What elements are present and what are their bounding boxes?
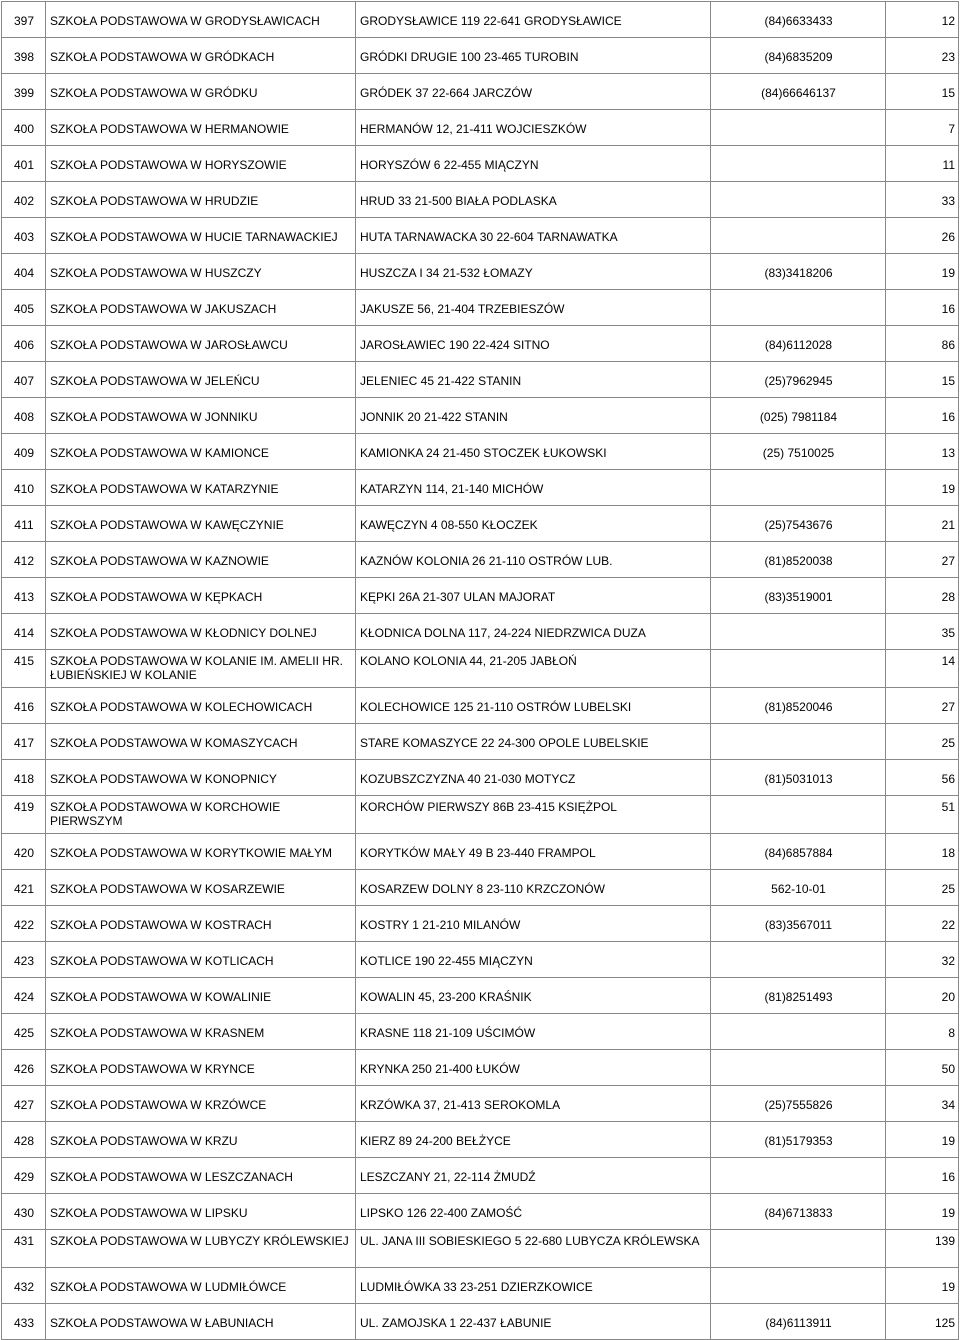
school-phone bbox=[711, 290, 886, 326]
table-row bbox=[2, 1050, 959, 1086]
table-row bbox=[2, 1086, 959, 1122]
table-row bbox=[2, 290, 959, 326]
row-number: 397 bbox=[2, 2, 46, 38]
school-name: SZKOŁA PODSTAWOWA W KOSTRACH bbox=[46, 906, 356, 942]
school-count: 50 bbox=[886, 1050, 959, 1086]
school-address: HUTA TARNAWACKA 30 22-604 TARNAWATKA bbox=[356, 218, 711, 254]
school-name: SZKOŁA PODSTAWOWA W KOMASZYCACH bbox=[46, 724, 356, 760]
school-phone: (83)3519001 bbox=[711, 578, 886, 614]
school-address: KAZNÓW KOLONIA 26 21-110 OSTRÓW LUB. bbox=[356, 542, 711, 578]
school-phone: (83)3418206 bbox=[711, 254, 886, 290]
school-phone bbox=[711, 1158, 886, 1194]
table-row bbox=[2, 942, 959, 978]
school-name: SZKOŁA PODSTAWOWA W KŁODNICY DOLNEJ bbox=[46, 614, 356, 650]
school-phone: (84)66646137 bbox=[711, 74, 886, 110]
school-address: JELENIEC 45 21-422 STANIN bbox=[356, 362, 711, 398]
school-name: SZKOŁA PODSTAWOWA W KOLECHOWICACH bbox=[46, 688, 356, 724]
row-number: 406 bbox=[2, 326, 46, 362]
school-address: KOSTRY 1 21-210 MILANÓW bbox=[356, 906, 711, 942]
school-phone bbox=[711, 218, 886, 254]
school-phone: (84)6713833 bbox=[711, 1194, 886, 1230]
school-name: SZKOŁA PODSTAWOWA W HUCIE TARNAWACKIEJ bbox=[46, 218, 356, 254]
row-number: 431 bbox=[2, 1230, 46, 1268]
table-row bbox=[2, 326, 959, 362]
school-name: SZKOŁA PODSTAWOWA W HUSZCZY bbox=[46, 254, 356, 290]
school-phone: (81)8520046 bbox=[711, 688, 886, 724]
school-address: KOZUBSZCZYZNA 40 21-030 MOTYCZ bbox=[356, 760, 711, 796]
school-phone: (25)7555826 bbox=[711, 1086, 886, 1122]
row-number: 416 bbox=[2, 688, 46, 724]
school-phone bbox=[711, 1230, 886, 1268]
school-count: 23 bbox=[886, 38, 959, 74]
row-number: 415 bbox=[2, 650, 46, 688]
school-count: 51 bbox=[886, 796, 959, 834]
school-address: KOLANO KOLONIA 44, 21-205 JABŁOŃ bbox=[356, 650, 711, 688]
school-name: SZKOŁA PODSTAWOWA W LUBYCZY KRÓLEWSKIEJ bbox=[46, 1230, 356, 1268]
school-address: GRÓDKI DRUGIE 100 23-465 TUROBIN bbox=[356, 38, 711, 74]
row-number: 419 bbox=[2, 796, 46, 834]
school-count: 33 bbox=[886, 182, 959, 218]
school-address: KRASNE 118 21-109 UŚCIMÓW bbox=[356, 1014, 711, 1050]
table-row bbox=[2, 362, 959, 398]
school-phone bbox=[711, 796, 886, 834]
school-address: HUSZCZA I 34 21-532 ŁOMAZY bbox=[356, 254, 711, 290]
school-address: KOSARZEW DOLNY 8 23-110 KRZCZONÓW bbox=[356, 870, 711, 906]
school-count: 18 bbox=[886, 834, 959, 870]
school-name: SZKOŁA PODSTAWOWA W KORCHOWIE PIERWSZYM bbox=[46, 796, 356, 834]
row-number: 400 bbox=[2, 110, 46, 146]
school-address: LUDMIŁÓWKA 33 23-251 DZIERZKOWICE bbox=[356, 1268, 711, 1304]
school-count: 16 bbox=[886, 1158, 959, 1194]
school-count: 28 bbox=[886, 578, 959, 614]
row-number: 420 bbox=[2, 834, 46, 870]
school-phone: (25)7962945 bbox=[711, 362, 886, 398]
school-count: 139 bbox=[886, 1230, 959, 1268]
school-phone bbox=[711, 724, 886, 760]
school-phone: (84)6857884 bbox=[711, 834, 886, 870]
school-name: SZKOŁA PODSTAWOWA W KORYTKOWIE MAŁYM bbox=[46, 834, 356, 870]
row-number: 404 bbox=[2, 254, 46, 290]
school-count: 8 bbox=[886, 1014, 959, 1050]
school-name: SZKOŁA PODSTAWOWA W KRZÓWCE bbox=[46, 1086, 356, 1122]
school-name: SZKOŁA PODSTAWOWA W JAROSŁAWCU bbox=[46, 326, 356, 362]
school-address: KORYTKÓW MAŁY 49 B 23-440 FRAMPOL bbox=[356, 834, 711, 870]
school-count: 22 bbox=[886, 906, 959, 942]
row-number: 410 bbox=[2, 470, 46, 506]
school-count: 14 bbox=[886, 650, 959, 688]
school-address: KOWALIN 45, 23-200 KRAŚNIK bbox=[356, 978, 711, 1014]
row-number: 422 bbox=[2, 906, 46, 942]
school-count: 11 bbox=[886, 146, 959, 182]
school-name: SZKOŁA PODSTAWOWA W KOLANIE IM. AMELII HR. ŁUBIEŃSKIEJ W KOLANIE bbox=[46, 650, 356, 688]
row-number: 411 bbox=[2, 506, 46, 542]
school-count: 16 bbox=[886, 398, 959, 434]
school-phone: 562-10-01 bbox=[711, 870, 886, 906]
school-name: SZKOŁA PODSTAWOWA W LIPSKU bbox=[46, 1194, 356, 1230]
school-phone bbox=[711, 650, 886, 688]
table-row bbox=[2, 614, 959, 650]
school-count: 12 bbox=[886, 2, 959, 38]
row-number: 403 bbox=[2, 218, 46, 254]
school-address: UL. ZAMOJSKA 1 22-437 ŁABUNIE bbox=[356, 1304, 711, 1340]
school-phone bbox=[711, 942, 886, 978]
school-count: 19 bbox=[886, 254, 959, 290]
school-count: 15 bbox=[886, 74, 959, 110]
school-count: 19 bbox=[886, 1194, 959, 1230]
school-phone: (81)8251493 bbox=[711, 978, 886, 1014]
school-name: SZKOŁA PODSTAWOWA W KOSARZEWIE bbox=[46, 870, 356, 906]
school-name: SZKOŁA PODSTAWOWA W KAWĘCZYNIE bbox=[46, 506, 356, 542]
row-number: 412 bbox=[2, 542, 46, 578]
row-number: 425 bbox=[2, 1014, 46, 1050]
school-phone bbox=[711, 614, 886, 650]
row-number: 409 bbox=[2, 434, 46, 470]
school-phone: (84)6633433 bbox=[711, 2, 886, 38]
school-count: 15 bbox=[886, 362, 959, 398]
row-number: 428 bbox=[2, 1122, 46, 1158]
row-number: 426 bbox=[2, 1050, 46, 1086]
school-address: JONNIK 20 21-422 STANIN bbox=[356, 398, 711, 434]
table-row bbox=[2, 724, 959, 760]
school-address: KRZÓWKA 37, 21-413 SEROKOMLA bbox=[356, 1086, 711, 1122]
school-address: KOLECHOWICE 125 21-110 OSTRÓW LUBELSKI bbox=[356, 688, 711, 724]
school-count: 27 bbox=[886, 688, 959, 724]
school-count: 56 bbox=[886, 760, 959, 796]
school-count: 125 bbox=[886, 1304, 959, 1340]
table-row bbox=[2, 398, 959, 434]
school-address: HORYSZÓW 6 22-455 MIĄCZYN bbox=[356, 146, 711, 182]
row-number: 427 bbox=[2, 1086, 46, 1122]
school-count: 86 bbox=[886, 326, 959, 362]
table-row bbox=[2, 182, 959, 218]
school-phone bbox=[711, 182, 886, 218]
table-row bbox=[2, 218, 959, 254]
table-row bbox=[2, 1194, 959, 1230]
school-name: SZKOŁA PODSTAWOWA W JELEŃCU bbox=[46, 362, 356, 398]
school-phone bbox=[711, 1050, 886, 1086]
table-row bbox=[2, 2, 959, 38]
school-count: 19 bbox=[886, 1268, 959, 1304]
school-phone: (84)6835209 bbox=[711, 38, 886, 74]
school-address: KOTLICE 190 22-455 MIĄCZYN bbox=[356, 942, 711, 978]
school-count: 19 bbox=[886, 470, 959, 506]
table-row bbox=[2, 906, 959, 942]
school-address: GRODYSŁAWICE 119 22-641 GRODYSŁAWICE bbox=[356, 2, 711, 38]
table-row bbox=[2, 146, 959, 182]
row-number: 432 bbox=[2, 1268, 46, 1304]
row-number: 401 bbox=[2, 146, 46, 182]
school-address: JAKUSZE 56, 21-404 TRZEBIESZÓW bbox=[356, 290, 711, 326]
school-name: SZKOŁA PODSTAWOWA W HRUDZIE bbox=[46, 182, 356, 218]
row-number: 408 bbox=[2, 398, 46, 434]
school-phone: (25) 7510025 bbox=[711, 434, 886, 470]
table-row bbox=[2, 688, 959, 724]
school-phone: (84)6112028 bbox=[711, 326, 886, 362]
school-name: SZKOŁA PODSTAWOWA W LUDMIŁÓWCE bbox=[46, 1268, 356, 1304]
school-phone: (83)3567011 bbox=[711, 906, 886, 942]
school-name: SZKOŁA PODSTAWOWA W GRÓDKU bbox=[46, 74, 356, 110]
schools-table bbox=[1, 1, 959, 1340]
row-number: 417 bbox=[2, 724, 46, 760]
school-address: KORCHÓW PIERWSZY 86B 23-415 KSIĘŻPOL bbox=[356, 796, 711, 834]
school-address: KATARZYN 114, 21-140 MICHÓW bbox=[356, 470, 711, 506]
row-number: 433 bbox=[2, 1304, 46, 1340]
school-phone: (81)5031013 bbox=[711, 760, 886, 796]
school-name: SZKOŁA PODSTAWOWA W HORYSZOWIE bbox=[46, 146, 356, 182]
school-name: SZKOŁA PODSTAWOWA W ŁABUNIACH bbox=[46, 1304, 356, 1340]
row-number: 413 bbox=[2, 578, 46, 614]
school-phone: (84)6113911 bbox=[711, 1304, 886, 1340]
school-name: SZKOŁA PODSTAWOWA W KRASNEM bbox=[46, 1014, 356, 1050]
row-number: 418 bbox=[2, 760, 46, 796]
row-number: 430 bbox=[2, 1194, 46, 1230]
school-phone bbox=[711, 146, 886, 182]
school-count: 16 bbox=[886, 290, 959, 326]
school-phone bbox=[711, 470, 886, 506]
table-row bbox=[2, 578, 959, 614]
table-row bbox=[2, 1268, 959, 1304]
school-name: SZKOŁA PODSTAWOWA W KAMIONCE bbox=[46, 434, 356, 470]
school-name: SZKOŁA PODSTAWOWA W JAKUSZACH bbox=[46, 290, 356, 326]
school-count: 21 bbox=[886, 506, 959, 542]
school-name: SZKOŁA PODSTAWOWA W KRZU bbox=[46, 1122, 356, 1158]
school-name: SZKOŁA PODSTAWOWA W KOWALINIE bbox=[46, 978, 356, 1014]
row-number: 414 bbox=[2, 614, 46, 650]
table-row bbox=[2, 1122, 959, 1158]
school-phone: (81)5179353 bbox=[711, 1122, 886, 1158]
school-address: KIERZ 89 24-200 BEŁŻYCE bbox=[356, 1122, 711, 1158]
school-name: SZKOŁA PODSTAWOWA W KATARZYNIE bbox=[46, 470, 356, 506]
school-address: KŁODNICA DOLNA 117, 24-224 NIEDRZWICA DUZA bbox=[356, 614, 711, 650]
row-number: 405 bbox=[2, 290, 46, 326]
row-number: 398 bbox=[2, 38, 46, 74]
row-number: 429 bbox=[2, 1158, 46, 1194]
school-name: SZKOŁA PODSTAWOWA W KAZNOWIE bbox=[46, 542, 356, 578]
table-row bbox=[2, 1158, 959, 1194]
table-row bbox=[2, 1014, 959, 1050]
row-number: 421 bbox=[2, 870, 46, 906]
school-count: 7 bbox=[886, 110, 959, 146]
school-count: 27 bbox=[886, 542, 959, 578]
table-row bbox=[2, 470, 959, 506]
school-name: SZKOŁA PODSTAWOWA W KONOPNICY bbox=[46, 760, 356, 796]
row-number: 424 bbox=[2, 978, 46, 1014]
school-name: SZKOŁA PODSTAWOWA W KĘPKACH bbox=[46, 578, 356, 614]
school-phone: (025) 7981184 bbox=[711, 398, 886, 434]
table-row bbox=[2, 506, 959, 542]
table-row bbox=[2, 110, 959, 146]
table-row bbox=[2, 542, 959, 578]
school-name: SZKOŁA PODSTAWOWA W HERMANOWIE bbox=[46, 110, 356, 146]
school-address: KAMIONKA 24 21-450 STOCZEK ŁUKOWSKI bbox=[356, 434, 711, 470]
school-name: SZKOŁA PODSTAWOWA W KRYNCE bbox=[46, 1050, 356, 1086]
table-row bbox=[2, 434, 959, 470]
school-count: 25 bbox=[886, 724, 959, 760]
table-row bbox=[2, 1304, 959, 1340]
table-row bbox=[2, 74, 959, 110]
table-row bbox=[2, 760, 959, 796]
school-count: 13 bbox=[886, 434, 959, 470]
school-count: 25 bbox=[886, 870, 959, 906]
table-row bbox=[2, 796, 959, 834]
school-name: SZKOŁA PODSTAWOWA W GRÓDKACH bbox=[46, 38, 356, 74]
table-row bbox=[2, 1230, 959, 1268]
school-count: 19 bbox=[886, 1122, 959, 1158]
table-row bbox=[2, 870, 959, 906]
table-body bbox=[2, 2, 959, 1340]
school-phone bbox=[711, 1014, 886, 1050]
school-address: JAROSŁAWIEC 190 22-424 SITNO bbox=[356, 326, 711, 362]
row-number: 423 bbox=[2, 942, 46, 978]
table-row bbox=[2, 38, 959, 74]
school-address: KRYNKA 250 21-400 ŁUKÓW bbox=[356, 1050, 711, 1086]
row-number: 407 bbox=[2, 362, 46, 398]
school-count: 34 bbox=[886, 1086, 959, 1122]
table-row bbox=[2, 978, 959, 1014]
school-address: HERMANÓW 12, 21-411 WOJCIESZKÓW bbox=[356, 110, 711, 146]
table-row bbox=[2, 254, 959, 290]
school-count: 26 bbox=[886, 218, 959, 254]
table-row bbox=[2, 834, 959, 870]
school-count: 35 bbox=[886, 614, 959, 650]
school-phone bbox=[711, 1268, 886, 1304]
school-name: SZKOŁA PODSTAWOWA W LESZCZANACH bbox=[46, 1158, 356, 1194]
school-name: SZKOŁA PODSTAWOWA W GRODYSŁAWICACH bbox=[46, 2, 356, 38]
school-phone bbox=[711, 110, 886, 146]
school-address: KAWĘCZYN 4 08-550 KŁOCZEK bbox=[356, 506, 711, 542]
school-address: LESZCZANY 21, 22-114 ŻMUDŹ bbox=[356, 1158, 711, 1194]
row-number: 399 bbox=[2, 74, 46, 110]
school-address: LIPSKO 126 22-400 ZAMOŚĆ bbox=[356, 1194, 711, 1230]
school-address: KĘPKI 26A 21-307 ULAN MAJORAT bbox=[356, 578, 711, 614]
row-number: 402 bbox=[2, 182, 46, 218]
school-address: GRÓDEK 37 22-664 JARCZÓW bbox=[356, 74, 711, 110]
school-address: STARE KOMASZYCE 22 24-300 OPOLE LUBELSKIE bbox=[356, 724, 711, 760]
school-name: SZKOŁA PODSTAWOWA W KOTLICACH bbox=[46, 942, 356, 978]
table-row bbox=[2, 650, 959, 688]
school-count: 32 bbox=[886, 942, 959, 978]
school-phone: (25)7543676 bbox=[711, 506, 886, 542]
school-name: SZKOŁA PODSTAWOWA W JONNIKU bbox=[46, 398, 356, 434]
school-address: UL. JANA III SOBIESKIEGO 5 22-680 LUBYCZA KRÓLEWSKA bbox=[356, 1230, 711, 1268]
school-phone: (81)8520038 bbox=[711, 542, 886, 578]
school-address: HRUD 33 21-500 BIAŁA PODLASKA bbox=[356, 182, 711, 218]
school-count: 20 bbox=[886, 978, 959, 1014]
